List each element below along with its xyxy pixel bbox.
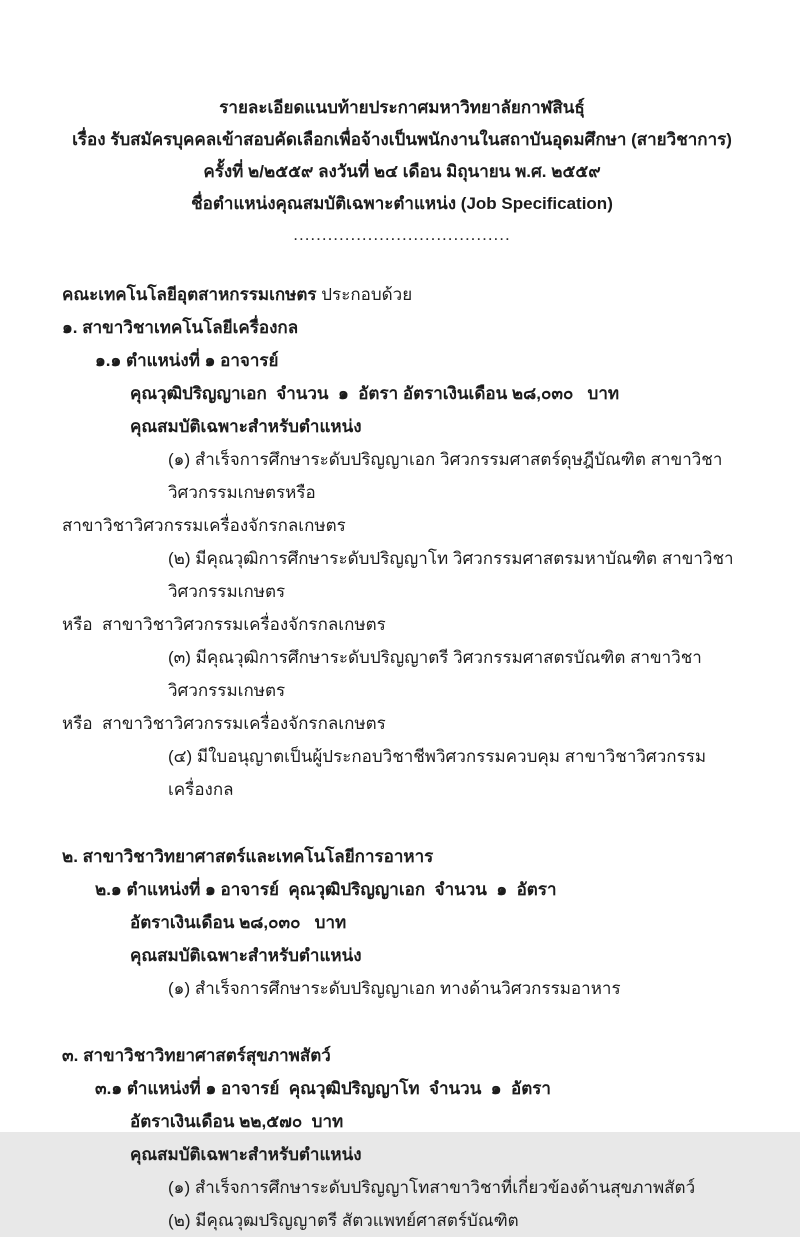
faculty-name: คณะเทคโนโลยีอุตสาหกรรมเกษตร <box>62 285 317 304</box>
requirement-line: (๔) มีใบอนุญาตเป็นผู้ประกอบวิชาชีพวิศวกรรมควบคุม สาขาวิชาวิศวกรรมเครื่องกล <box>168 747 707 799</box>
requirement-line: (๑) สำเร็จการศึกษาระดับปริญญาเอก วิศวกรรมศาสตร์ดุษฎีบัณฑิต สาขาวิชาวิศวกรรมเกษตรหรือ <box>168 450 723 502</box>
spec-heading: คุณสมบัติเฉพาะสำหรับตำแหน่ง <box>130 946 362 965</box>
header-announcement-number: ครั้งที่ ๒/๒๕๕๙ ลงวันที่ ๒๔ เดือน มิถุนายน พ.ศ. ๒๕๕๙ <box>203 162 601 181</box>
section-title: ๓. สาขาวิชาวิทยาศาสตร์สุขภาพสัตว์ <box>62 1046 331 1065</box>
position-line: ๓.๑ ตำแหน่งที่ ๑ อาจารย์ คุณวุฒิปริญญาโท จำนวน ๑ อัตรา <box>95 1079 551 1098</box>
section-food-science-technology <box>62 840 742 1005</box>
header-job-specification: ชื่อตำแหน่งคุณสมบัติเฉพาะตำแหน่ง (Job Specification) <box>191 194 613 213</box>
faculty-suffix: ประกอบด้วย <box>316 285 413 304</box>
requirement-line: (๑) สำเร็จการศึกษาระดับปริญญาเอก ทางด้านวิศวกรรมอาหาร <box>168 979 621 998</box>
salary-line: อัตราเงินเดือน ๒๘,๐๓๐ บาท <box>130 913 347 932</box>
spec-heading: คุณสมบัติเฉพาะสำหรับตำแหน่ง <box>130 1145 362 1164</box>
requirement-continuation: หรือ สาขาวิชาวิศวกรรมเครื่องจักรกลเกษตร <box>62 615 386 634</box>
spec-heading: คุณสมบัติเฉพาะสำหรับตำแหน่ง <box>130 417 362 436</box>
faculty-line <box>62 278 742 311</box>
requirement-continuation: หรือ สาขาวิชาวิศวกรรมเครื่องจักรกลเกษตร <box>62 714 386 733</box>
header-divider-dots: ...................................... <box>293 225 511 244</box>
section-animal-health-science <box>62 1039 742 1237</box>
section-title: ๑. สาขาวิชาเทคโนโลยีเครื่องกล <box>62 318 299 337</box>
section-mechanical-technology <box>62 311 742 806</box>
section-title: ๒. สาขาวิชาวิทยาศาสตร์และเทคโนโลยีการอาหาร <box>62 847 434 866</box>
requirement-line: (๑) สำเร็จการศึกษาระดับปริญญาโทสาขาวิชาที่เกี่ยวข้องด้านสุขภาพสัตว์ <box>168 1178 696 1197</box>
requirement-line: (๒) มีคุณวุฒปริญญาตรี สัตวแพทย์ศาสตร์บัณฑิต <box>168 1211 519 1230</box>
requirement-line: (๒) มีคุณวุฒิการศึกษาระดับปริญญาโท วิศวกรรมศาสตรมหาบัณฑิต สาขาวิชาวิศวกรรมเกษตร <box>168 549 734 601</box>
position-line: ๒.๑ ตำแหน่งที่ ๑ อาจารย์ คุณวุฒิปริญญาเอก จำนวน ๑ อัตรา <box>95 880 557 899</box>
requirement-line: (๓) มีคุณวุฒิการศึกษาระดับปริญญาตรี วิศวกรรมศาสตรบัณฑิต สาขาวิชาวิศวกรรมเกษตร <box>168 648 702 700</box>
requirement-continuation: สาขาวิชาวิศวกรรมเครื่องจักรกลเกษตร <box>62 516 346 535</box>
document-header <box>62 92 742 250</box>
salary-line: อัตราเงินเดือน ๒๒,๕๗๐ บาท <box>130 1112 344 1131</box>
qualification-line: คุณวุฒิปริญญาเอก จำนวน ๑ อัตรา อัตราเงินเดือน ๒๘,๐๓๐ บาท <box>130 384 620 403</box>
header-title: รายละเอียดแนบท้ายประกาศมหาวิทยาลัยกาฬสินธุ์ <box>219 98 585 117</box>
document-body <box>62 278 742 1237</box>
position-line: ๑.๑ ตำแหน่งที่ ๑ อาจารย์ <box>95 351 279 370</box>
header-subject: เรื่อง รับสมัครบุคคลเข้าสอบคัดเลือกเพื่อจ้างเป็นพนักงานในสถาบันอุดมศึกษา (สายวิชาการ) <box>72 130 732 149</box>
